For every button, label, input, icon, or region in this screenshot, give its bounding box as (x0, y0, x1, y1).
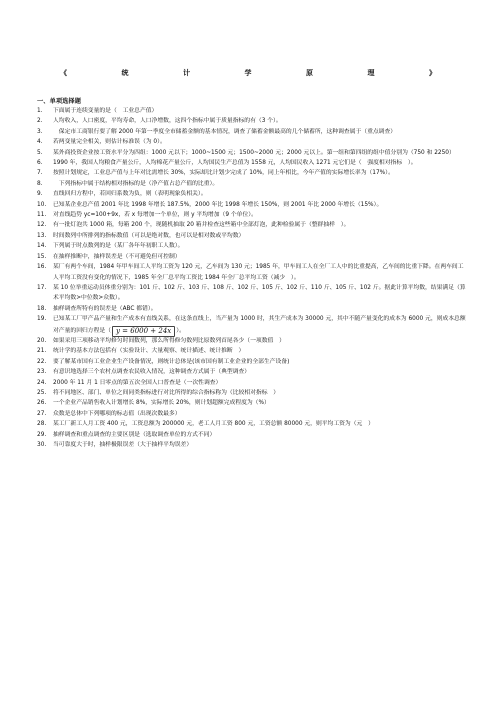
question-body: 众数是总体中下列哪项的标志值（出现次数最多） (53, 410, 181, 417)
question-body: 下面属于连续变量的是（ 工业总产值） (53, 108, 158, 114)
question-body: 下列指标中属于结构相对指标的是（净产值占总产值的比重）。 (53, 180, 219, 187)
title-close-bracket: 》 (429, 69, 436, 77)
question-text (53, 409, 467, 419)
question-body: 直线回归方程中，若回归系数为负，则（表明现象负相关）。 (53, 191, 207, 198)
question-text (53, 346, 467, 356)
question-item (37, 367, 467, 377)
question-number: 11. (37, 212, 47, 219)
question-number: 14. (37, 243, 47, 250)
question-number: 23. (37, 369, 47, 376)
question-item (37, 116, 467, 126)
question-number: 21. (37, 348, 47, 355)
question-item (37, 440, 467, 450)
question-body: 统计学的基本方法包括有（实验设计、大量观察、统计描述、统计推断 ） (53, 348, 245, 355)
question-body: 2000 年 11 月 1 日零点的第五次全国人口普查是（一次性调查） (53, 379, 222, 386)
question-number: 22. (37, 358, 47, 365)
question-number: 29. (37, 431, 47, 438)
question-number: 10. (37, 201, 47, 208)
question-item (37, 241, 467, 251)
question-number: 17. (37, 284, 47, 291)
question-text (53, 419, 467, 429)
question-text (53, 210, 467, 220)
question-text (53, 336, 467, 346)
question-number: 4. (37, 139, 43, 146)
question-body: 将不同地区、部门、单位之间同类指标进行对比所得的综合指标称为（比较相对指标 ） (53, 389, 280, 396)
question-body: 如果采用三项移动平均修匀时间数列，那么所得修匀数列比原数列首尾各少（一项数值 ） (53, 337, 285, 344)
title-open-bracket: 《 (60, 69, 67, 77)
question-item (37, 304, 467, 314)
question-body: 要了解某市国有工业企业生产设备情况，则统计总体是(该市国有制工业企业的全部生产设备) (53, 358, 290, 365)
question-text (53, 137, 467, 147)
title-char: 原 (306, 69, 313, 77)
question-item (37, 200, 467, 210)
question-text (53, 283, 467, 304)
question-body: 有意识地选择三个农村点调查农民收入情况，这种调查方式属于（典型调查） (53, 369, 251, 376)
question-body: 保定市工商银行要了解 2000 年第一季度全市储蓄金额的基本情况，调查了储蓄金额最高的几个储蓄所，这种调查属于（重点调查） (53, 128, 397, 135)
question-body: 当可靠度大于时，抽样极限误差（大于抽样平均误差） (53, 442, 193, 448)
title-char: 计 (183, 69, 190, 77)
question-text (53, 148, 467, 158)
question-list (37, 106, 467, 450)
question-number: 15. (37, 253, 47, 260)
question-item (37, 283, 467, 304)
question-number: 2. (37, 118, 43, 125)
document-title (60, 66, 436, 80)
question-item (37, 388, 467, 398)
question-text (53, 116, 467, 126)
question-body: 某 10 位举重运动员体重分别为：101 斤、102 斤、103 斤、108 斤、102 斤、105 斤、102 斤、110 斤、105 斤、102 斤。据此计算平均数，结果满足（算术平均数>中位数>众数）。 (53, 284, 466, 302)
question-item (37, 231, 467, 241)
question-item (37, 430, 467, 440)
question-number: 9. (37, 191, 43, 198)
question-number: 3. (37, 128, 43, 135)
question-body: 某外商投资企业按工资水平分为四组：1000 元以下；1000~1500 元；1500~2000 元；2000 元以上。第一组和第四组的组中值分别为（750 和 2250） (53, 149, 455, 156)
question-tail: ）。 (176, 327, 185, 334)
question-text (53, 158, 467, 168)
question-text (53, 378, 467, 388)
question-number: 24. (37, 379, 47, 386)
question-item (37, 314, 467, 336)
question-number: 19. (37, 316, 47, 323)
question-item (37, 189, 467, 199)
question-text (53, 430, 467, 440)
question-text (53, 357, 467, 367)
question-number: 13. (37, 232, 47, 239)
regression-formula: y = 6000 + 24x (112, 326, 175, 337)
question-text (53, 314, 467, 336)
question-text (53, 220, 467, 230)
question-number: 18. (37, 305, 47, 312)
question-item (37, 378, 467, 388)
question-item (37, 346, 467, 356)
question-text (53, 262, 467, 283)
question-number: 5. (37, 149, 43, 156)
question-number: 8. (37, 180, 43, 187)
question-item (37, 106, 467, 116)
question-item (37, 210, 467, 220)
question-item (37, 262, 467, 283)
question-text (53, 367, 467, 377)
question-body: 1990 年，我国人均粮食产量公斤，人均棉花产量公斤，人均国民生产总值为 1558 元，人均国民收入 1271 元它们是（ 强度相对指标 ）。 (53, 160, 417, 167)
question-number: 7. (37, 170, 43, 177)
question-body: 若两变量完全相关，则估计标准误（为 0）。 (53, 139, 166, 146)
question-body: 某工厂新工人月工资 400 元，工资总额为 200000 元，老工人月工资 800 元，工资总额 80000 元，则平均工资为（元 ） (53, 421, 374, 428)
question-body: 一个企业产品销售收入计划增长 8%，实际增长 20%，则计划超额完成程度为（%） (53, 400, 270, 407)
question-number: 1. (37, 108, 43, 114)
question-item (37, 127, 467, 137)
question-text (53, 179, 467, 189)
question-body: 已知某企业总产值 2001 年比 1998 年增长 187.5%，2000 年比 1998 年增长 150%，则 2001 年比 2000 年增长（15%）。 (53, 201, 383, 208)
question-number: 26. (37, 400, 47, 407)
question-item (37, 419, 467, 429)
question-item (37, 252, 467, 262)
question-text (53, 127, 467, 137)
question-text (53, 252, 467, 262)
question-text (53, 241, 467, 251)
question-body: 时间数列中所排列的指标数值（可以是绝对数，也可以是相对数或平均数） (53, 232, 245, 239)
question-item (37, 398, 467, 408)
question-body: 在抽样推断中，抽样误差是（不可避免但可控制） (53, 253, 181, 260)
question-item (37, 158, 467, 168)
title-char: 理 (367, 69, 375, 77)
question-item (37, 148, 467, 158)
title-char: 统 (121, 69, 129, 77)
question-text (53, 231, 467, 241)
question-item (37, 220, 467, 230)
title-char: 学 (244, 69, 252, 77)
question-body: 抽样调查和重点调查的主要区别是（选取调查单位的方式不同） (53, 431, 216, 438)
question-body: 人均收入，人口密度，平均寿命，人口净增数，这四个指标中属于质量指标的有（3 个）。 (53, 118, 282, 125)
question-item (37, 357, 467, 367)
question-number: 28. (37, 421, 47, 428)
question-body: 对直线趋势 yc=100+9x，若 x 每增加一个单位，则 y 平均增加（9 个单位）。 (53, 212, 257, 219)
question-number: 30. (37, 442, 47, 448)
question-text (53, 388, 467, 398)
question-body: 下列属于时点数列的是（某厂各年年初职工人数）。 (53, 243, 184, 250)
question-number: 27. (37, 410, 47, 417)
question-body: 按照计划规定，工业总产值与上年对比需增长 30%，实际却比计划少完成了 10%，同上年相比，今年产值的实际增长率为（17%）。 (53, 170, 394, 177)
question-body: 抽样调查所特有的误差是（ABC 都错）。 (53, 305, 157, 312)
question-number: 25. (37, 389, 47, 396)
question-item (37, 137, 467, 147)
question-text (53, 398, 467, 408)
question-text (53, 304, 467, 314)
question-body: 已知某工厂甲产品产量和生产成本有直线关系，在这条直线上，当产量为 1000 时，其生产成本为 30000 元，其中不随产量变化的成本为 6000 元，则成本总额对产量的回归方程是（ (53, 316, 466, 334)
question-text (53, 200, 467, 210)
question-text (53, 168, 467, 178)
question-item (37, 179, 467, 189)
question-number: 16. (37, 264, 47, 271)
question-number: 12. (37, 222, 47, 229)
section-heading: 一、单项选择题 (37, 98, 82, 105)
question-text (53, 440, 467, 450)
question-number: 20. (37, 337, 47, 344)
question-item (37, 409, 467, 419)
question-body: 有一批灯泡共 1000 箱，每箱 200 个，现随机抽取 20 箱并检查这些箱中全部灯泡，此种检验属于（整群抽样 ）。 (53, 222, 350, 229)
question-item (37, 336, 467, 346)
question-text (53, 189, 467, 199)
question-item (37, 168, 467, 178)
question-number: 6. (37, 160, 43, 167)
question-text (53, 106, 467, 116)
question-body: 某厂有两个车间，1984 年甲车间工人平均工资为 120 元，乙车间为 130 元；1985 年，甲车间工人在全厂工人中的比重提高，乙车间的比重下降。在两车间工人平均工资没有变化的情况下，1985 年全厂总平均工资比 1984 年全厂总平均工资（减少 ）。 (53, 264, 464, 281)
